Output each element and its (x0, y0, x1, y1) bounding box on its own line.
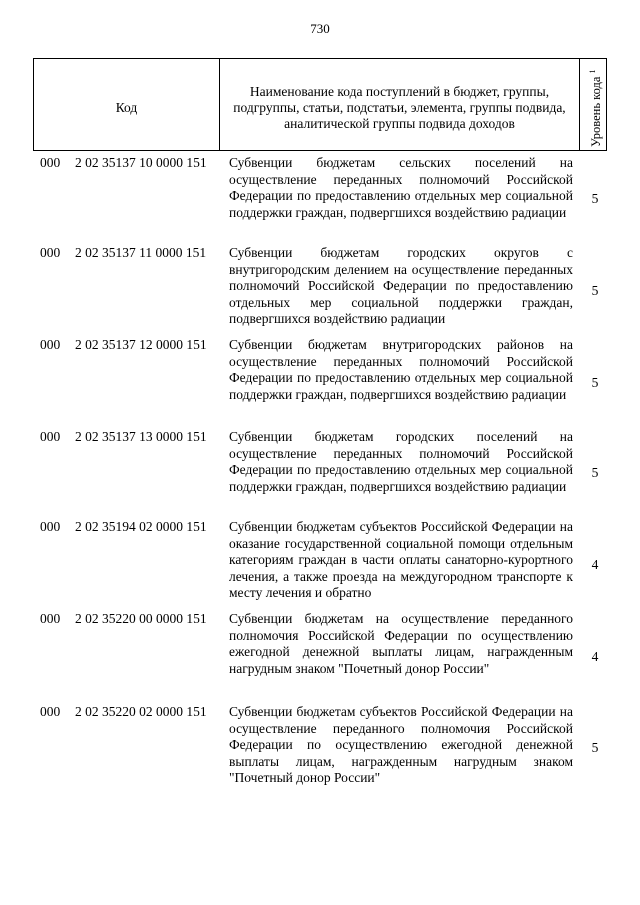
row-prefix: 000 (40, 337, 61, 352)
row-name: Субвенции бюджетам внутригородских районов на осуществление переданных полномочий Российской Федерации по предоставлению отдельных мер социальной поддержки граждан, подвергшихся воздействию радиации (229, 337, 573, 402)
row-code: 2 02 35137 11 0000 151 (75, 245, 207, 260)
row-name: Субвенции бюджетам городских поселений на осуществление переданных полномочий Российской Федерации по предоставлению отдельных мер социальной поддержки граждан, подвергшихся воздействию радиации (229, 429, 573, 494)
row-code: 2 02 35194 02 0000 151 (75, 519, 207, 534)
row-prefix: 000 (40, 704, 61, 719)
row-name: Субвенции бюджетам городских округов с внутригородским делением на осуществление переданных полномочий Российской Федерации по предоставлению отдельных мер социальной поддержки граждан, подвергшихся воздействию радиации (229, 245, 573, 326)
header-level-text (584, 63, 602, 147)
row-code: 2 02 35137 12 0000 151 (75, 337, 207, 352)
row-name: Субвенции бюджетам субъектов Российской Федерации на осуществление переданного полномочия Российской Федерации по осуществлению ежегодной денежной выплаты лицам, награжденным нагрудным знаком "Почетный донор России" (229, 704, 573, 785)
page-number: 730 (310, 21, 330, 36)
row-prefix: 000 (40, 245, 61, 260)
row-name: Субвенции бюджетам на осуществление переданного полномочия Российской Федерации по осуществлению ежегодной денежной выплаты лицам, награжденным нагрудным знаком "Почетный донор России" (229, 611, 573, 676)
row-prefix: 000 (40, 519, 61, 534)
row-prefix: 000 (40, 611, 61, 626)
row-code: 2 02 35137 13 0000 151 (75, 429, 207, 444)
row-code: 2 02 35220 00 0000 151 (75, 611, 207, 626)
row-name: Субвенции бюджетам субъектов Российской Федерации на оказание государственной социальной помощи отдельным категориям граждан в части оплаты санаторно-курортного лечения, а также проезда на междугородном транспорте к месту лечения и обратно (229, 519, 573, 600)
header-level-label: Уровень кода (589, 76, 604, 147)
row-prefix: 000 (40, 155, 61, 170)
table-header (33, 58, 607, 151)
header-level (580, 59, 606, 150)
row-level: 5 (591, 740, 599, 755)
header-level-footnote: 1 (588, 69, 597, 74)
header-name: Наименование кода поступлений в бюджет, группы, подгруппы, статьи, подстатьи, элемента, группы подвида, аналитической группы подвида доходов (220, 59, 580, 150)
row-level: 5 (591, 191, 599, 206)
row-code: 2 02 35220 02 0000 151 (75, 704, 207, 719)
row-prefix: 000 (40, 429, 61, 444)
row-level: 4 (591, 649, 599, 664)
row-level: 5 (591, 465, 599, 480)
row-level: 5 (591, 375, 599, 390)
row-level: 5 (591, 283, 599, 298)
row-code: 2 02 35137 10 0000 151 (75, 155, 207, 170)
row-level: 4 (591, 557, 599, 572)
header-code: Код (34, 59, 220, 150)
row-name: Субвенции бюджетам сельских поселений на осуществление переданных полномочий Российской Федерации по предоставлению отдельных мер социальной поддержки граждан, подвергшихся воздействию радиации (229, 155, 573, 220)
